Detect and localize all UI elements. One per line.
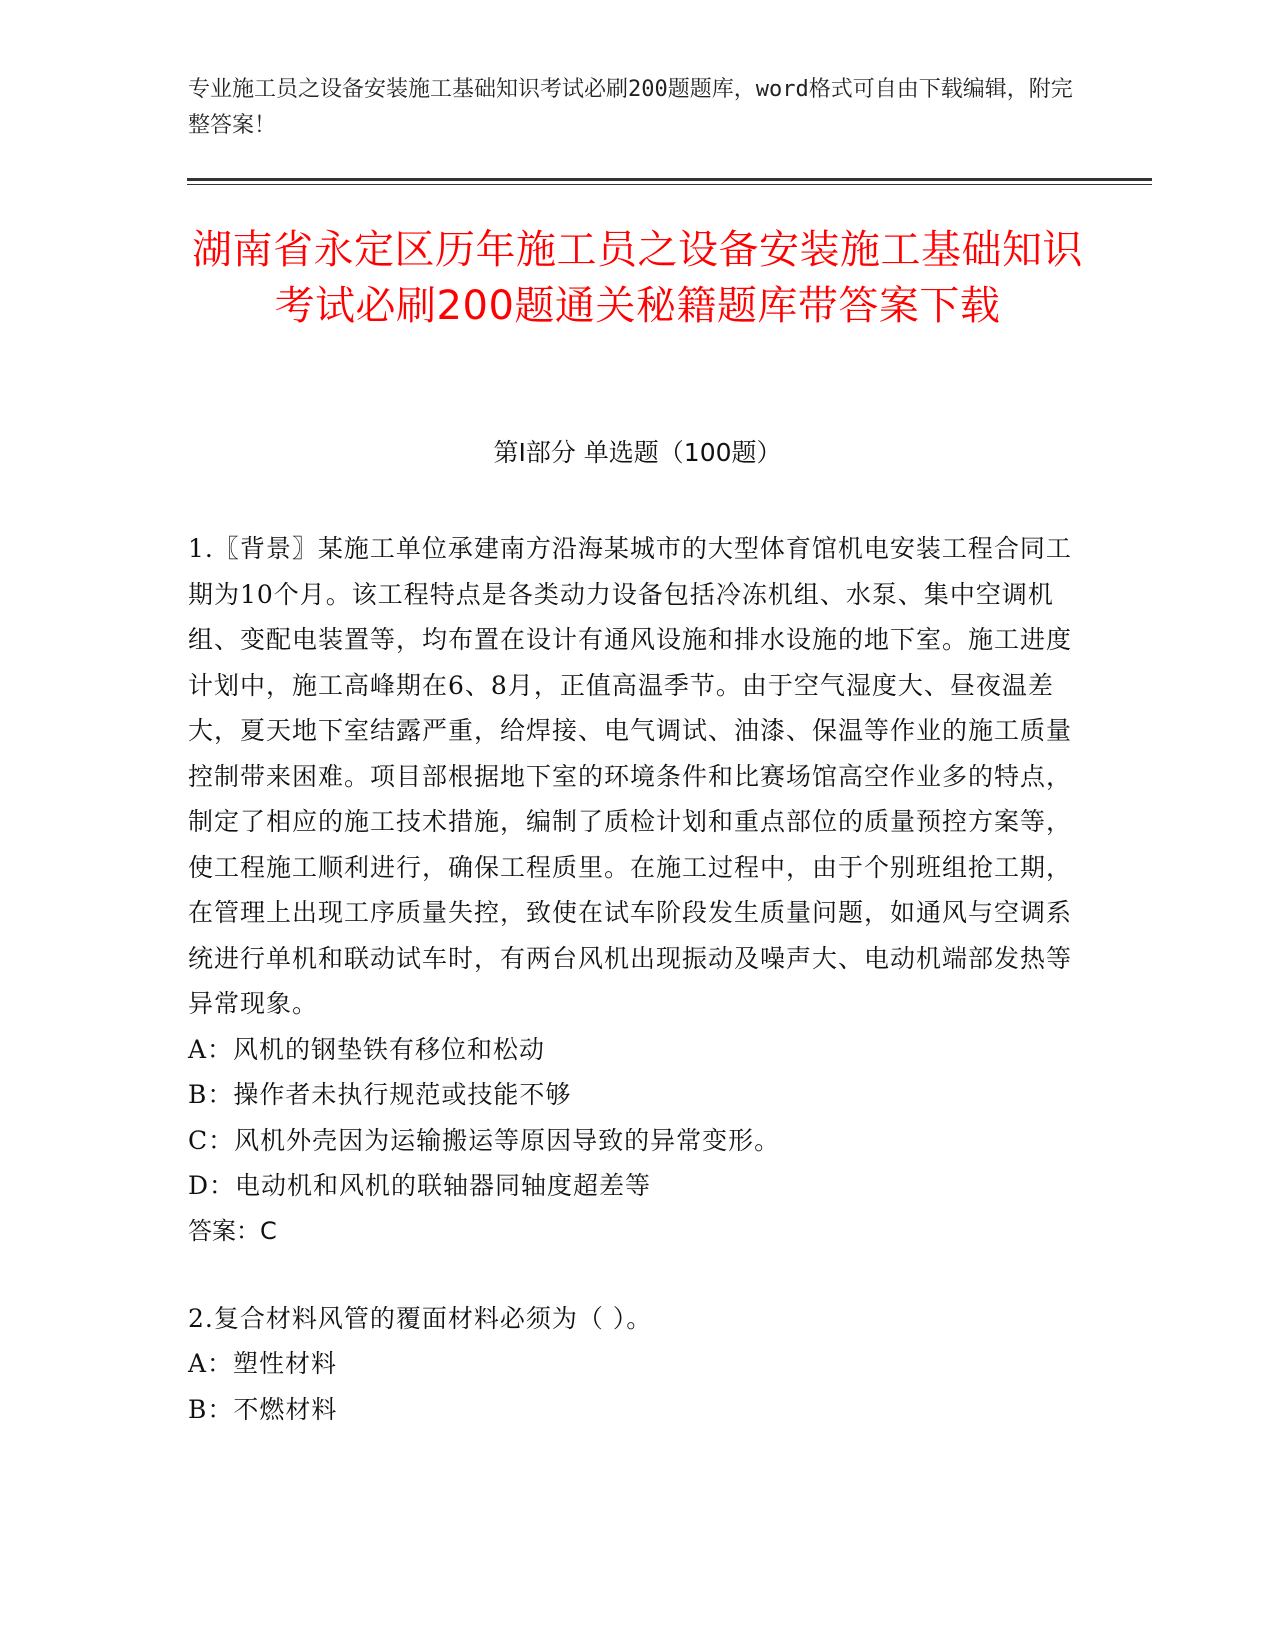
header-divider-thick (187, 178, 1152, 181)
option-a: A：塑性材料 (188, 1349, 338, 1378)
option-c: C：风机外壳因为运输搬运等原因导致的异常变形。 (188, 1125, 781, 1155)
question-stem: 1.〖背景〗某施工单位承建南方沿海某城市的大型体育馆机电安装工程合同工期为10个月。该工程特点是各类动力设备包括冷冻机组、水泵、集中空调机组、变配电装置等，均布置在设计有通风设施和排水设施的地下室。施工进度计划中，施工高峰期在6、8月，正值高温季节。由于空气湿度大、昼夜温差大，夏天地下室结露严重，给焊接、电气调试、油漆、保温等作业的施工质量控制带来困难。项目部根据地下室的环境条件和比赛场馆高空作业多的特点，制定了相应的施工技术措施，编制了质检计划和重点部位的质量预控方案等，使工程施工顺利进行，确保工程质里。在施工过程中，由于个别班组抢工期，在管理上出现工序质量失控，致使在试车阶段发生质量问题，如通风与空调系统进行单机和联动试车时，有两台风机出现振动及噪声大、电动机端部发热等异常现象。 (188, 534, 1073, 1018)
question-1 (188, 526, 1088, 1254)
document-title: 湖南省永定区历年施工员之设备安装施工基础知识考试必刷200题通关秘籍题库带答案下载 (192, 227, 1083, 329)
question-2 (188, 1296, 1088, 1433)
page-header: 专业施工员之设备安装施工基础知识考试必刷200题题库，word格式可自由下载编辑，附完整答案！ (188, 77, 1073, 138)
section-heading: 第Ⅰ部分 单选题（100题） (493, 438, 782, 467)
option-a: A：风机的钢垫铁有移位和松动 (188, 1034, 546, 1064)
question-stem: 2.复合材料风管的覆面材料必须为（ ）。 (188, 1303, 653, 1333)
answer-line: 答案：C (188, 1216, 277, 1245)
option-b: B：不燃材料 (188, 1394, 338, 1424)
option-d: D：电动机和风机的联轴器同轴度超差等 (188, 1171, 652, 1200)
header-divider-thin (187, 184, 1152, 185)
question-list (188, 526, 1088, 1432)
option-b: B：操作者未执行规范或技能不够 (188, 1080, 572, 1109)
